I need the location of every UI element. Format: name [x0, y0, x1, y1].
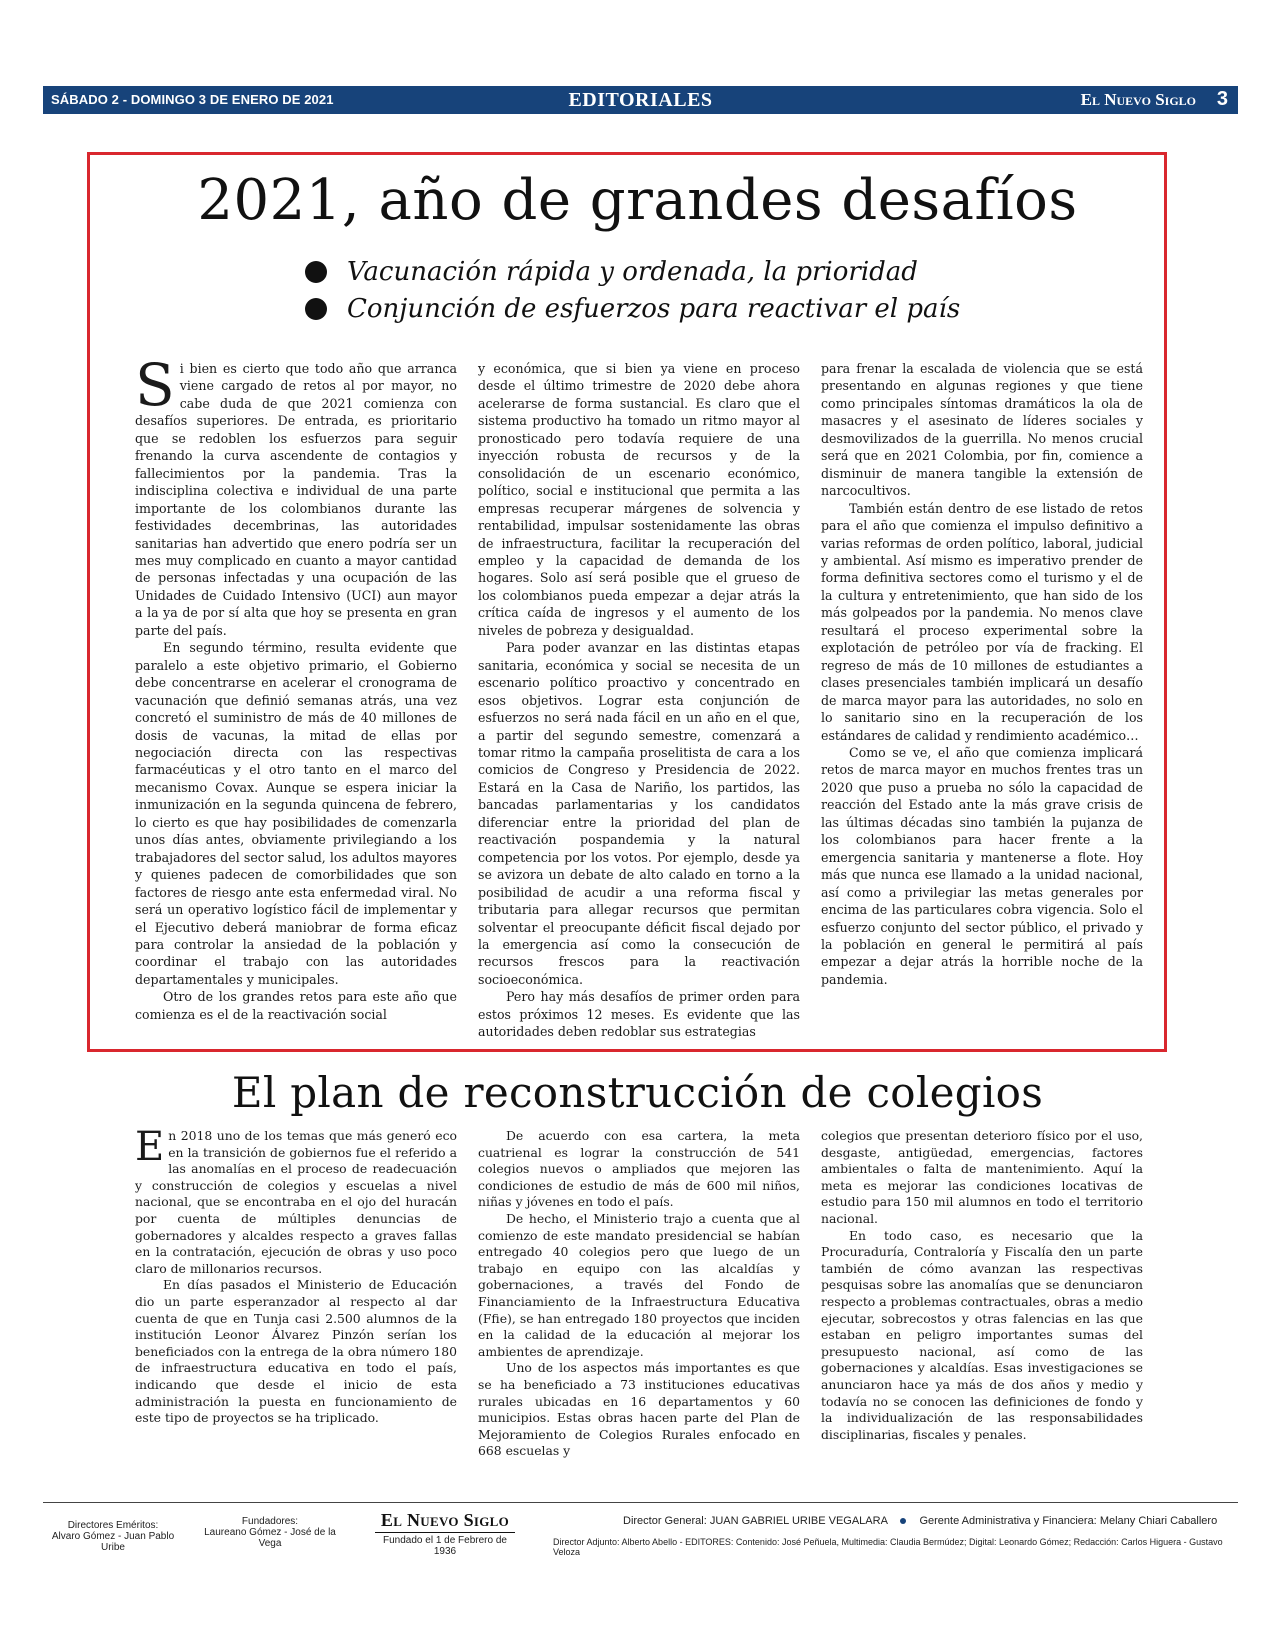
paragraph: Pero hay más desafíos de primer orden para estos próximos 12 meses. Es evidente que las autoridades deben redoblar sus estrategias: [478, 989, 800, 1040]
paragraph: Para poder avanzar en las distintas etapas sanitaria, económica y social se necesita de un escenario político proactivo y concentrado en esos objetivos. Lograr esta conjunción de esfuerzos no será nada fácil en un año en el que, a partir del segundo semestre, comenzará a tomar ritmo la campaña proselitista de cara a los comicios de Congreso y Presidencia de 2022. Estará en la Casa de Nariño, los partidos, las bancadas parlamentarias y los candidatos diferenciar entre la prioridad del plan de reactivación pospandemia y la natural competencia por los votos. Por ejemplo, desde ya se avizora un debate de alto calado en torno a la posibilidad de acudir a una reforma fiscal y tributaria para allegar recursos que permitan solventar el preocupante déficit fiscal dejado por la emergencia así como la consecución de recursos frescos para la reactivación socioeconómica.: [478, 640, 800, 987]
article-headline: El plan de reconstrucción de colegios: [231, 1068, 1044, 1117]
management-line: Director General: JUAN GABRIEL URIBE VEGALARA Gerente Administrativa y Financiera: Melany Chiari Caballero: [623, 1515, 1218, 1527]
article-headline: 2021, año de grandes desafíos: [197, 168, 1078, 233]
paragraph: En días pasados el Ministerio de Educación dio un parte esperanzador al respecto al dar cuenta de que en Tunja casi 2.500 alumnos de la institución Leonor Álvarez Pinzón serían los beneficiados con la entrega de la obra número 180 de infraestructura educativa en todo el país, indicando que desde el inicio de esta administración la puesta en funcionamiento de este tipo de proyectos se ha triplicado.: [135, 1277, 457, 1426]
paragraph: Si bien es cierto que todo año que arranca viene cargado de retos al por mayor, no cabe duda de que 2021 comienza con desafíos superiores. De entrada, es prioritario que se redoblen los esfuerzos para seguir frenando la curva ascendente de contagios y fallecimientos por la pandemia. Tras la indisciplina colectiva e individual de una parte importante de los colombianos durante las festividades decembrinas, las autoridades sanitarias han advertido que enero podría ser un mes muy complicado en cuanto a mayor cantidad de personas infectadas y una ocupación de las Unidades de Cuidado Intensivo (UCI) aun mayor a la ya de por sí alta que hoy se presenta en gran parte del país.: [135, 351, 457, 638]
paragraph: para frenar la escalada de violencia que se está presentando en algunas regiones y que tiene como principales síntomas dramáticos la ola de masacres y el asesinato de líderes sociales y desmovilizados de la guerrilla. No menos crucial será que en 2021 Colombia, por fin, comience a disminuir de manera tangible la extensión de narcocultivos.: [821, 361, 1143, 499]
paragraph: De hecho, el Ministerio trajo a cuenta que al comienzo de este mandato presidencial se habían entregado 40 colegios pero que luego de un trabajo en equipo con las alcaldías y gobernaciones, a través del Fondo de Financiamiento de la Infraestructura Educativa (Ffie), se han entregado 180 proyectos que inciden en la calidad de la educación al mejorar los ambientes de aprendizaje.: [478, 1210, 800, 1359]
emeritus-label: Directores Eméritos:: [67, 1520, 159, 1531]
founded-date: Fundado el 1 de Febrero de 1936: [383, 1535, 507, 1557]
footer-divider: [43, 1502, 1238, 1503]
masthead-logo-block: [375, 1510, 515, 1557]
section-title: EDITORIALES: [568, 89, 713, 111]
paragraph: En 2018 uno de los temas que más generó eco en la transición de gobiernos fue el referido a las anomalías en el proceso de readecuación y construcción de colegios y escuelas a nivel nacional, que se encontraba en el ojo del huracán por cuenta de múltiples denuncias de gobernadores y alcaldes respecto a graves fallas en la contratación, ejecución de obras y uso poco claro de millonarios recursos.: [135, 1124, 457, 1276]
emeritus-directors: [43, 1520, 183, 1553]
paragraph: También están dentro de ese listado de retos para el año que comienza el impulso definitivo a varias reformas de orden político, laboral, judicial y ambiental. Así mismo es imperativo prender de forma definitiva sectores como el turismo y el de la cultura y entretenimiento, que han sido de los más golpeados por la pandemia. No menos clave resultará el proceso experimental sobre la explotación de petróleo por vía de fracking. El regreso de más de 10 millones de estudiantes a clases presenciales también implicará un desafío de marca mayor para las autoridades, no solo en lo sanitario sino en la recuperación de los estándares de calidad y rendimiento académico…: [821, 500, 1143, 743]
paragraph: colegios que presentan deterioro físico por el uso, desgaste, antigüedad, emergencias, factores ambientales o falta de mantenimiento. Aquí la meta es mejorar las condiciones locativas de estudio para 150 mil alumnos en todo el territorio nacional.: [821, 1128, 1143, 1226]
director-name: JUAN GABRIEL URIBE VEGALARA: [709, 1515, 888, 1527]
founders-names: Laureano Gómez - José de la Vega: [204, 1527, 336, 1549]
editors-line: Director Adjunto: Alberto Abello - EDITORES: Contenido: José Peñuela, Multimedia: Claudia Bermúdez; Digital: Leonardo Gómez; Redacción: Carlos Higuera - Gustavo Veloza: [553, 1537, 1223, 1557]
summary-bullet: [305, 290, 1005, 327]
article-column-2: [478, 1128, 800, 1460]
founders-label: Fundadores:: [241, 1516, 299, 1527]
article-column-1: [135, 1124, 457, 1427]
paragraph: En todo caso, es necesario que la Procuraduría, Contraloría y Fiscalía den un parte también de cómo avanzan las respectivas pesquisas sobre las anomalías que se denunciaron respecto a problemas contractuales, obras a medio ejecutar, sobrecostos y otras falencias en las que estaban en peligro importantes sumas del presupuesto nacional, así como de las gobernaciones y alcaldías. Esas investigaciones se anunciaron hace ya más de dos años y medio y todavía no se conocen las definiciones de fondo y la individualización de las responsabilidades disciplinarias, fiscales y penales.: [821, 1227, 1143, 1442]
summary-bullet-text: Vacunación rápida y ordenada, la prioridad: [347, 256, 918, 287]
page-header-bar: [43, 86, 1238, 114]
page-number: 3: [1216, 88, 1228, 110]
summary-bullet: [305, 253, 1005, 290]
paragraph: Como se ve, el año que comienza implicará retos de marca mayor en muchos frentes tras un 2020 que puso a prueba no sólo la capacidad de reacción del Estado ante la más grave crisis de las últimas décadas sino también la pujanza de los colombianos para hacer frente a la emergencia sanitaria y mantenerse a flote. Hoy más que nunca ese llamado a la unidad nacional, así como a privilegiar las metas generales por encima de las particulares cobra vigencia. Solo el esfuerzo conjunto del sector público, el privado y la población en general le permitirá al país empezar a dejar atrás la horrible noche de la pandemia.: [821, 744, 1143, 987]
manager-name: Melany Chiari Caballero: [1099, 1515, 1218, 1527]
paragraph: Uno de los aspectos más importantes es que se ha beneficiado a 73 instituciones educativas rurales ubicadas en 16 departamentos y 60 municipios. Estas obras hacen parte del Plan de Mejoramiento de Colegios Rurales enfocado en 668 escuelas y: [478, 1360, 800, 1459]
founders: [200, 1516, 340, 1549]
paragraph: Otro de los grandes retos para este año que comienza es el de la reactivación social: [135, 989, 457, 1022]
bullet-dot-icon: [305, 261, 327, 283]
paragraph: En segundo término, resulta evidente que paralelo a este objetivo primario, el Gobierno debe concentrarse en acelerar el cronograma de vacunación que definió semanas atrás, una vez concretó el suministro de más de 40 millones de dosis de vacunas, la mitad de ellas por negociación directa con las respectivas farmacéuticas y el otro tanto en el marco del mecanismo Covax. Aunque se espera iniciar la inmunización en la segunda quincena de febrero, lo cierto es que hay posibilidades de comenzarla unos días antes, obviamente privilegiando a los trabajadores del sector salud, los adultos mayores y quienes padecen de comorbilidades que son factores de riesgo ante esta enfermedad viral. No será un operativo logístico fácil de implementar y el Ejecutivo deberá maniobrar de forma eficaz para controlar la ansiedad de la población y coordinar el trabajo con las autoridades departamentales y municipales.: [135, 640, 457, 987]
article-column-3: [821, 1128, 1143, 1443]
summary-bullet-text: Conjunción de esfuerzos para reactivar el país: [347, 293, 961, 324]
publication-name: El Nuevo Siglo: [1080, 90, 1196, 109]
article-column-2: [478, 360, 800, 1041]
drop-cap: E: [135, 1124, 165, 1170]
drop-cap: S: [135, 351, 175, 419]
separator-dot-icon: [900, 1518, 906, 1524]
paragraph: De acuerdo con esa cartera, la meta cuatrienal es lograr la construcción de 541 colegios nuevos o ampliados que mejoren las condiciones de estudio de más de 600 mil niños, niñas y jóvenes en todo el país.: [478, 1128, 800, 1210]
emeritus-names: Alvaro Gómez - Juan Pablo Uribe: [51, 1531, 175, 1553]
article-column-3: [821, 360, 1143, 988]
article-summary-bullets: [305, 253, 1005, 327]
issue-date: SÁBADO 2 - DOMINGO 3 DE ENERO DE 2021: [51, 92, 334, 107]
paragraph: y económica, que si bien ya viene en proceso desde el último trimestre de 2020 debe ahora acelerarse de forma sustancial. Es claro que el sistema productivo ha tomado un ritmo mayor al pronosticado pero todavía requiere de una inyección robusta de recursos y de la consolidación de un escenario económico, político, social e institucional que permita a las empresas recuperar márgenes de solvencia y rentabilidad, impulsar sostenidamente las obras de infraestructura, facilitar la recuperación del empleo y la capacidad de demanda de los hogares. Solo así será posible que el grueso de los colombianos pueda empezar a dejar atrás la crítica caída de ingresos y el aumento de los niveles de pobreza y desigualdad.: [478, 361, 800, 638]
masthead-logo: El Nuevo Siglo: [375, 1510, 515, 1533]
article-column-1: [135, 351, 457, 1023]
bullet-dot-icon: [305, 298, 327, 320]
